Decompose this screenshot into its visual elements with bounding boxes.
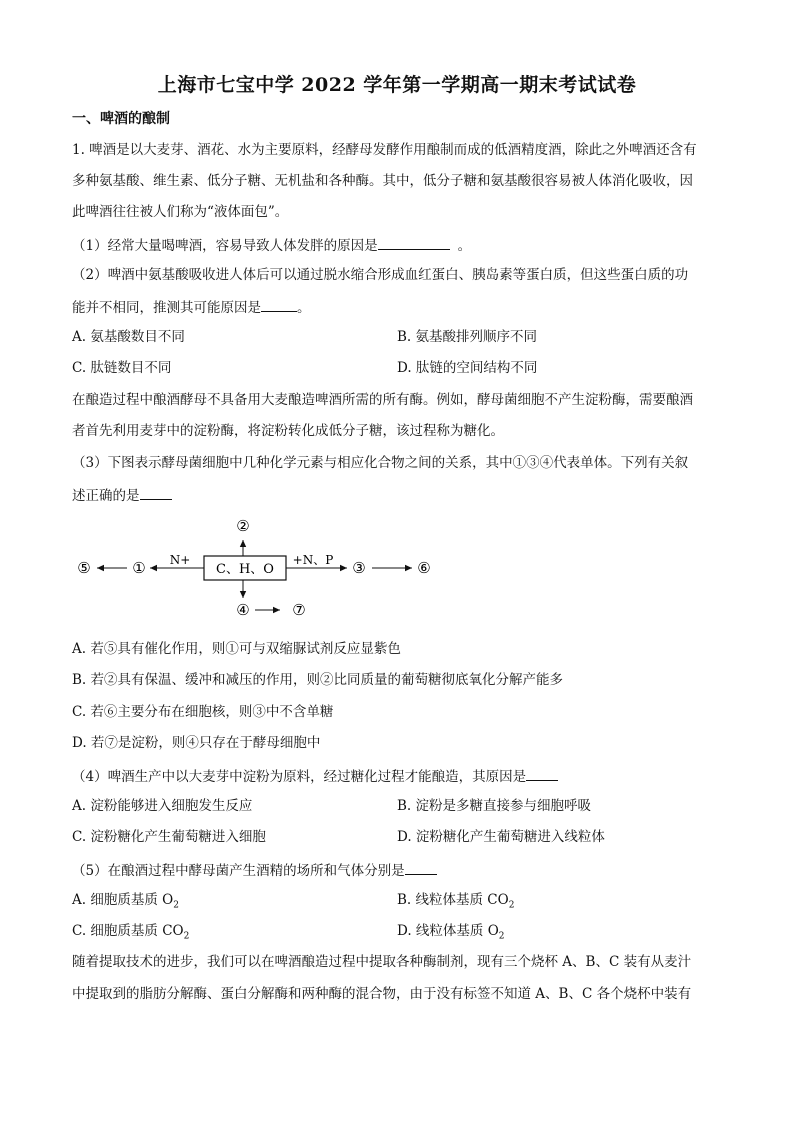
option-a[interactable] bbox=[72, 891, 179, 915]
option-b-label: B. 线粒体基质 CO bbox=[397, 892, 509, 908]
question-1 bbox=[72, 235, 724, 255]
subscript: 2 bbox=[183, 931, 190, 942]
right-label: +N、P bbox=[292, 553, 334, 567]
option-a[interactable]: A. 若⑤具有催化作用，则①可与双缩脲试剂反应显紫色 bbox=[72, 641, 401, 657]
option-a[interactable]: A. 氨基酸数目不同 bbox=[72, 329, 185, 345]
question-3-line bbox=[72, 485, 724, 505]
option-c[interactable]: C. 淀粉糖化产生葡萄糖进入细胞 bbox=[72, 829, 266, 845]
question-2-text: 能并不相同，推测其可能原因是 bbox=[72, 300, 261, 316]
subscript: 2 bbox=[508, 900, 515, 911]
intro-line: 此啤酒往往被人们称为“液体面包”。 bbox=[72, 204, 289, 220]
question-2-line: （2）啤酒中氨基酸吸收进人体后可以通过脱水缩合形成血红蛋白、胰岛素等蛋白质，但这些蛋白质的功 bbox=[72, 267, 689, 283]
answer-blank[interactable] bbox=[378, 235, 450, 250]
question-1-text: （1）经常大量喝啤酒，容易导致人体发胖的原因是 bbox=[72, 238, 378, 254]
question-3-line: （3）下图表示酵母菌细胞中几种化学元素与相应化合物之间的关系，其中①③④代表单体。下列有关叙 bbox=[72, 455, 689, 471]
option-d[interactable]: D. 淀粉糖化产生葡萄糖进入线粒体 bbox=[397, 829, 605, 845]
node-6: ⑥ bbox=[417, 559, 431, 577]
paragraph-line: 随着提取技术的进步，我们可以在啤酒酿造过程中提取各种酶制剂，现有三个烧杯 A、B、C 装有从麦汁 bbox=[72, 954, 692, 970]
question-4-text: （4）啤酒生产中以大麦芽中淀粉为原料，经过糖化过程才能酿造，其原因是 bbox=[72, 769, 527, 785]
option-c[interactable] bbox=[72, 922, 189, 946]
option-c[interactable]: C. 肽链数目不同 bbox=[72, 360, 172, 376]
intro-line: 多种氨基酸、维生素、低分子糖、无机盐和各种酶。其中，低分子糖和氨基酸很容易被人体消化吸收，因 bbox=[72, 173, 693, 189]
node-3: ③ bbox=[352, 559, 366, 577]
node-7: ⑦ bbox=[292, 601, 306, 619]
compound-relationship-diagram bbox=[72, 514, 452, 622]
answer-blank[interactable] bbox=[405, 860, 437, 875]
option-b[interactable]: B. 若②具有保温、缓冲和减压的作用，则②比同质量的葡萄糖彻底氧化分解产能多 bbox=[72, 672, 564, 688]
paragraph-line: 中提取到的脂肪分解酶、蛋白分解酶和两种酶的混合物，由于没有标签不知道 A、B、C 各个烧杯中装有 bbox=[72, 986, 692, 1002]
question-4 bbox=[72, 766, 724, 786]
exam-title: 上海市七宝中学 2022 学年第一学期高一期末考试试卷 bbox=[157, 74, 637, 96]
question-2-end: 。 bbox=[297, 300, 311, 316]
subscript: 2 bbox=[498, 931, 505, 942]
question-1-end: 。 bbox=[457, 238, 472, 254]
intro-line: 1. 啤酒是以大麦芽、酒花、水为主要原料，经酵母发酵作用酿制而成的低酒精度酒，除此之外啤酒还含有 bbox=[72, 142, 697, 158]
option-d-label: D. 线粒体基质 O bbox=[397, 923, 499, 939]
subscript: 2 bbox=[173, 900, 179, 911]
option-c-label: C. 细胞质基质 CO bbox=[72, 923, 184, 939]
node-5: ⑤ bbox=[77, 559, 91, 577]
node-1: ① bbox=[132, 559, 146, 577]
option-a[interactable]: A. 淀粉能够进入细胞发生反应 bbox=[72, 798, 253, 814]
node-4: ④ bbox=[236, 601, 250, 619]
question-5 bbox=[72, 860, 724, 880]
answer-blank[interactable] bbox=[261, 297, 297, 312]
option-a-label: A. 细胞质基质 O bbox=[72, 892, 174, 908]
paragraph-line: 在酿造过程中酿酒酵母不具备用大麦酿造啤酒所需的所有酶。例如，酵母菌细胞不产生淀粉酶，需要酿酒 bbox=[72, 392, 693, 408]
option-b[interactable]: B. 氨基酸排列顺序不同 bbox=[397, 329, 538, 345]
option-d[interactable]: D. 若⑦是淀粉，则④只存在于酵母细胞中 bbox=[72, 735, 321, 751]
option-c[interactable]: C. 若⑥主要分布在细胞核，则③中不含单糖 bbox=[72, 704, 334, 720]
answer-blank[interactable] bbox=[140, 485, 172, 500]
question-2-line bbox=[72, 297, 724, 317]
section-heading: 一、啤酒的酿制 bbox=[72, 111, 170, 127]
option-b[interactable] bbox=[397, 891, 514, 915]
node-2: ② bbox=[236, 517, 250, 535]
question-5-text: （5）在酿酒过程中酵母菌产生酒精的场所和气体分别是 bbox=[72, 863, 405, 879]
question-3-text: 述正确的是 bbox=[72, 488, 140, 504]
paragraph-line: 者首先利用麦芽中的淀粉酶，将淀粉转化成低分子糖，该过程称为糖化。 bbox=[72, 423, 504, 439]
option-b[interactable]: B. 淀粉是多糖直接参与细胞呼吸 bbox=[397, 798, 592, 814]
center-label: C、H、O bbox=[216, 562, 274, 577]
option-d[interactable] bbox=[397, 922, 505, 946]
left-label: N+ bbox=[169, 553, 191, 567]
answer-blank[interactable] bbox=[526, 766, 558, 781]
option-d[interactable]: D. 肽链的空间结构不同 bbox=[397, 360, 538, 376]
